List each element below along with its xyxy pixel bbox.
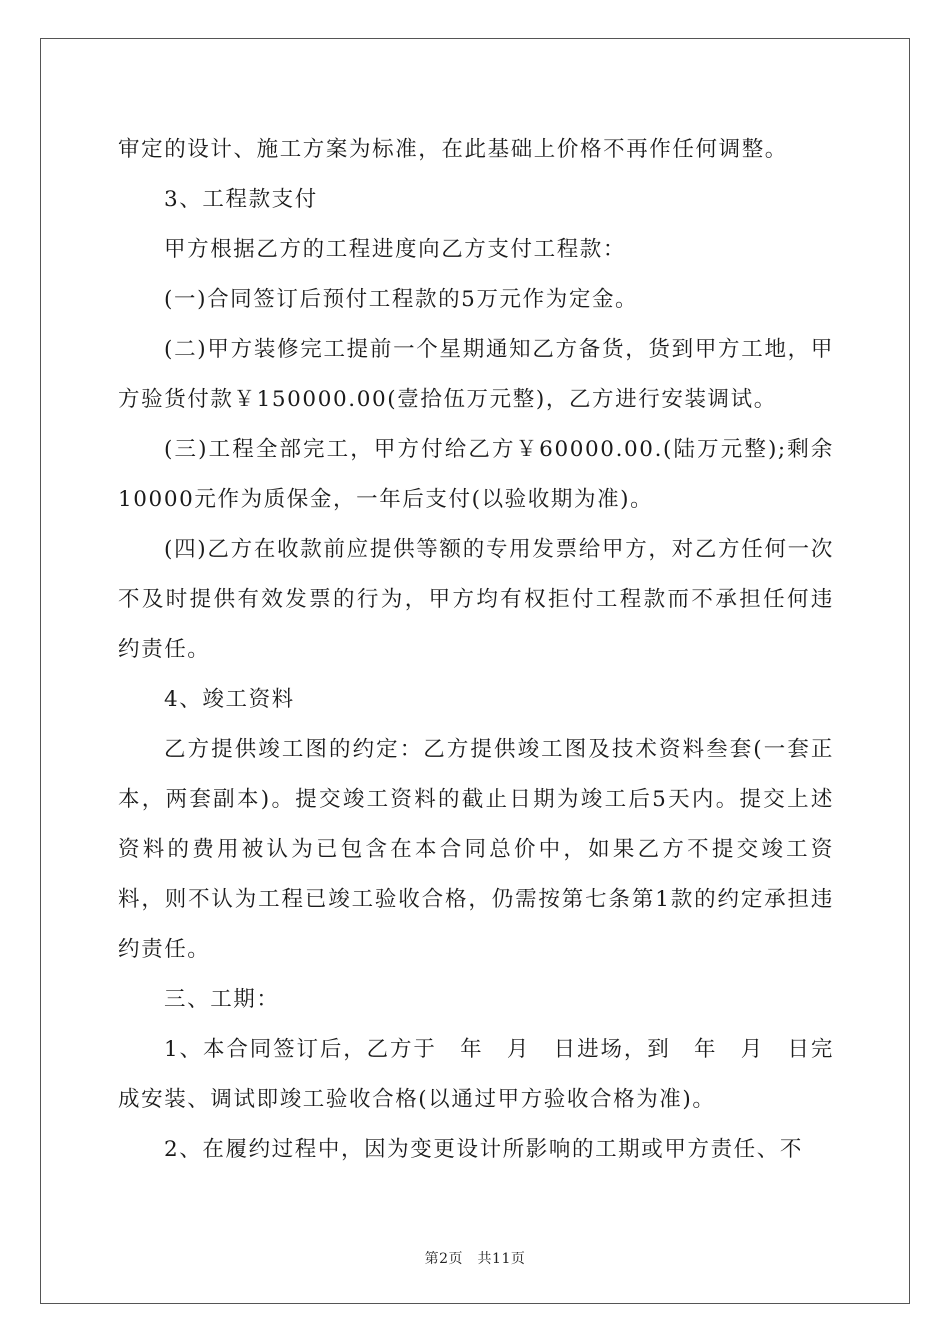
paragraph-schedule-1: 1、本合同签订后，乙方于 年 月 日进场，到 年 月 日完成安装、调试即竣工验收合格(以通过甲方验收合格为准)。 bbox=[118, 1037, 834, 1112]
paragraph-payment-deposit: (一)合同签订后预付工程款的5万元作为定金。 bbox=[164, 287, 639, 312]
paragraph-completion-docs: 乙方提供竣工图的约定：乙方提供竣工图及技术资料叁套(一套正本，两套副本)。提交竣工资料的截止日期为竣工后5天内。提交上述资料的费用被认为已包含在本合同总价中，如果乙方不提交竣工资料，则不认为工程已竣工验收合格，仍需按第七条第1款的约定承担违约责任。 bbox=[118, 737, 834, 962]
paragraph-payment-completion: (三)工程全部完工，甲方付给乙方￥60000.00.(陆万元整);剩余10000元作为质保金，一年后支付(以验收期为准)。 bbox=[118, 437, 834, 512]
paragraph-payment-invoice: (四)乙方在收款前应提供等额的专用发票给甲方，对乙方任何一次不及时提供有效发票的行为，甲方均有权拒付工程款而不承担任何违约责任。 bbox=[118, 537, 834, 662]
paragraph-schedule-2: 2、在履约过程中，因为变更设计所影响的工期或甲方责任、不 bbox=[164, 1137, 803, 1162]
heading-payment: 3、工程款支付 bbox=[164, 187, 318, 212]
paragraph-payment-intro: 甲方根据乙方的工程进度向乙方支付工程款： bbox=[164, 237, 627, 262]
document-body bbox=[118, 125, 834, 1175]
heading-schedule: 三、工期： bbox=[164, 987, 280, 1012]
paragraph-payment-delivery: (二)甲方装修完工提前一个星期通知乙方备货，货到甲方工地，甲方验货付款￥150000.00(壹拾伍万元整)，乙方进行安装调试。 bbox=[118, 337, 834, 412]
heading-completion-docs: 4、竣工资料 bbox=[164, 687, 295, 712]
paragraph-contract-price: 审定的设计、施工方案为标准，在此基础上价格不再作任何调整。 bbox=[118, 137, 788, 162]
page-number: 第2页 共11页 bbox=[424, 1251, 526, 1267]
